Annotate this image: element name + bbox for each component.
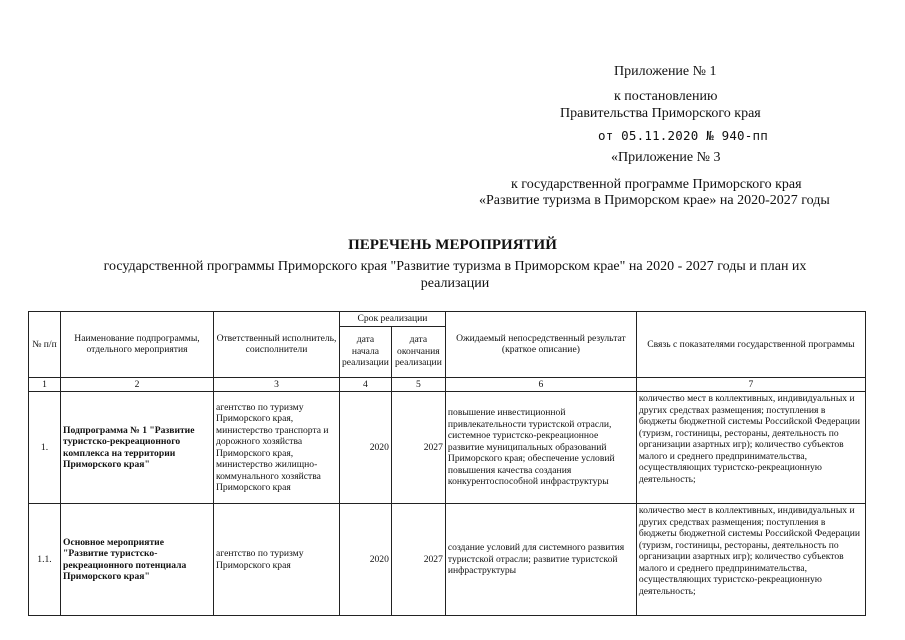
table-row bbox=[29, 504, 866, 616]
row-num: 1.1. bbox=[29, 504, 61, 616]
row-num: 1. bbox=[29, 392, 61, 504]
row-end: 2027 bbox=[391, 504, 445, 616]
document-title: ПЕРЕЧЕНЬ МЕРОПРИЯТИЙ bbox=[348, 237, 557, 253]
header-period: Срок реализации bbox=[340, 312, 446, 327]
decree-date: от 05.11.2020 № 940-пп bbox=[598, 128, 768, 143]
header-result: Ожидаемый непосредственный результат (краткое описание) bbox=[445, 312, 636, 378]
col-number: 7 bbox=[636, 377, 865, 392]
row-end: 2027 bbox=[391, 392, 445, 504]
col-number: 6 bbox=[445, 377, 636, 392]
subtitle-line-1: государственной программы Приморского края "Развитие туризма в Приморском крае" на 2020 - 2027 годы и план их bbox=[103, 259, 807, 274]
row-name: Основное мероприятие "Развитие туристско-рекреационного потенциала Приморского края" bbox=[61, 504, 214, 616]
row-start: 2020 bbox=[340, 504, 392, 616]
row-name: Подпрограмма № 1 "Развитие туристско-рекреационного комплекса на территории Приморского края" bbox=[61, 392, 214, 504]
decree-reference: к постановлению bbox=[614, 89, 718, 104]
col-number: 5 bbox=[391, 377, 445, 392]
column-numbers-row bbox=[29, 377, 866, 392]
appendix-number: Приложение № 1 bbox=[614, 64, 717, 79]
activities-table bbox=[28, 311, 866, 616]
program-reference: к государственной программе Приморского края bbox=[511, 177, 802, 192]
col-number: 1 bbox=[29, 377, 61, 392]
row-link: количество мест в коллективных, индивидуальных и других средствах размещения; поступления в бюджеты бюджетной системы Российской Федерации (туризм, гостиницы, рестораны, деятельность по организации азартных игр); количество субъектов малого и среднего предпринимательства, осуществляющих туристско-рекреационную деятельность; bbox=[636, 392, 865, 504]
document-subtitle bbox=[40, 258, 870, 292]
header-num: № п/п bbox=[29, 312, 61, 378]
row-link: количество мест в коллективных, индивидуальных и других средствах размещения; поступления в бюджеты бюджетной системы Российской Федерации (туризм, гостиницы, рестораны, деятельность по организации азартных игр); количество субъектов малого и среднего предпринимательства, осуществляющих туристско-рекреационную деятельность; bbox=[636, 504, 865, 616]
appendix-3: «Приложение № 3 bbox=[611, 150, 721, 165]
header-name: Наименование подпрограммы, отдельного мероприятия bbox=[61, 312, 214, 378]
header-start: дата начала реализации bbox=[340, 326, 392, 377]
government-name: Правительства Приморского края bbox=[560, 106, 761, 121]
row-start: 2020 bbox=[340, 392, 392, 504]
row-executor: агентство по туризму Приморского края, министерство транспорта и дорожного хозяйства Приморского края, министерство жилищно-коммунального хозяйства Приморского края bbox=[214, 392, 340, 504]
col-number: 3 bbox=[214, 377, 340, 392]
table-row bbox=[29, 392, 866, 504]
header-end: дата окончания реализации bbox=[391, 326, 445, 377]
row-executor: агентство по туризму Приморского края bbox=[214, 504, 340, 616]
subtitle-line-2: реализации bbox=[420, 276, 490, 291]
header-executor: Ответственный исполнитель, соисполнители bbox=[214, 312, 340, 378]
program-name: «Развитие туризма в Приморском крае» на 2020-2027 годы bbox=[479, 193, 830, 208]
row-result: создание условий для системного развития туристской отрасли; развитие туристской инфраструктуры bbox=[445, 504, 636, 616]
row-result: повышение инвестиционной привлекательности туристской отрасли, системное туристско-рекреационное развитие муниципальных образований Приморского края; обеспечение условий повышения качества создания конкурентоспособной инфраструктуры bbox=[445, 392, 636, 504]
col-number: 4 bbox=[340, 377, 392, 392]
header-link: Связь с показателями государственной программы bbox=[636, 312, 865, 378]
col-number: 2 bbox=[61, 377, 214, 392]
